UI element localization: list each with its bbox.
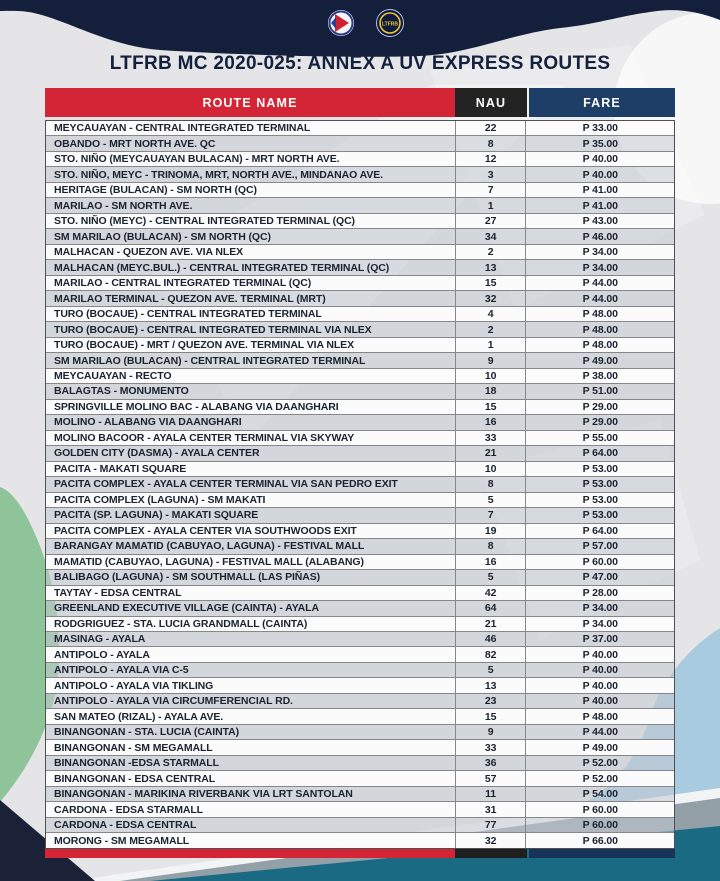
cell-route-name: SM MARILAO (BULACAN) - SM NORTH (QC) xyxy=(54,230,271,243)
cell-fare: P 57.00 xyxy=(582,540,618,553)
cell-route-name: MALHACAN (MEYC.BUL.) - CENTRAL INTEGRATED TERMINAL (QC) xyxy=(54,261,390,274)
cell-route-name: HERITAGE (BULACAN) - SM NORTH (QC) xyxy=(54,184,257,197)
cell-fare: P 60.00 xyxy=(582,819,618,832)
cell-route-name: PACITA (SP. LAGUNA) - MAKATI SQUARE xyxy=(54,509,259,522)
cell-route-name: BALIBAGO (LAGUNA) - SM SOUTHMALL (LAS PIÑAS) xyxy=(54,571,321,584)
table-row xyxy=(46,617,674,632)
cell-fare: P 44.00 xyxy=(582,726,618,739)
cell-fare: P 41.00 xyxy=(582,184,618,197)
cell-fare: P 34.00 xyxy=(582,602,618,615)
table-row xyxy=(46,183,674,198)
cell-route-name: MARILAO TERMINAL - QUEZON AVE. TERMINAL (MRT) xyxy=(54,292,326,305)
cell-route-name: MOLINO BACOOR - AYALA CENTER TERMINAL VIA SKYWAY xyxy=(54,431,355,444)
cell-fare: P 38.00 xyxy=(582,369,618,382)
table-row xyxy=(46,802,674,817)
cell-fare: P 40.00 xyxy=(582,168,618,181)
table-row xyxy=(46,198,674,213)
cell-fare: P 29.00 xyxy=(582,400,618,413)
cell-nau: 1 xyxy=(455,198,527,212)
cell-route-name: SM MARILAO (BULACAN) - CENTRAL INTEGRATED TERMINAL xyxy=(54,354,366,367)
cell-nau: 33 xyxy=(455,740,527,754)
column-header-nau: NAU xyxy=(455,88,527,117)
cell-nau: 7 xyxy=(455,508,527,522)
routes-table xyxy=(45,88,675,858)
table-row xyxy=(46,369,674,384)
cell-fare: P 40.00 xyxy=(582,648,618,661)
cell-fare: P 48.00 xyxy=(582,339,618,352)
cell-route-name: BARANGAY MAMATID (CABUYAO, LAGUNA) - FESTIVAL MALL xyxy=(54,540,365,553)
cell-fare: P 34.00 xyxy=(582,261,618,274)
cell-route-name: MORONG - SM MEGAMALL xyxy=(54,834,190,847)
cell-route-name: MARILAO - CENTRAL INTEGRATED TERMINAL (QC) xyxy=(54,277,312,290)
cell-route-name: BALAGTAS - MONUMENTO xyxy=(54,385,189,398)
table-row xyxy=(46,586,674,601)
cell-fare: P 41.00 xyxy=(582,199,618,212)
cell-nau: 27 xyxy=(455,214,527,228)
cell-nau: 4 xyxy=(455,307,527,321)
cell-route-name: GOLDEN CITY (DASMA) - AYALA CENTER xyxy=(54,447,260,460)
table-row xyxy=(46,338,674,353)
cell-fare: P 33.00 xyxy=(582,122,618,135)
table-row xyxy=(46,167,674,182)
table-row xyxy=(46,415,674,430)
column-header-route-name: ROUTE NAME xyxy=(45,88,455,117)
cell-fare: P 53.00 xyxy=(582,509,618,522)
cell-route-name: MALHACAN - QUEZON AVE. VIA NLEX xyxy=(54,246,244,259)
table-row xyxy=(46,555,674,570)
cell-route-name: MEYCAUAYAN - CENTRAL INTEGRATED TERMINAL xyxy=(54,122,311,135)
footer-bar-navy xyxy=(529,849,675,858)
table-row xyxy=(46,601,674,616)
cell-nau: 11 xyxy=(455,787,527,801)
cell-fare: P 52.00 xyxy=(582,772,618,785)
cell-fare: P 40.00 xyxy=(582,695,618,708)
cell-route-name: SPRINGVILLE MOLINO BAC - ALABANG VIA DAANGHARI xyxy=(54,400,339,413)
cell-nau: 9 xyxy=(455,725,527,739)
table-row xyxy=(46,632,674,647)
cell-nau: 16 xyxy=(455,555,527,569)
cell-nau: 13 xyxy=(455,260,527,274)
cell-nau: 22 xyxy=(455,121,527,135)
page-title: LTFRB MC 2020-025: ANNEX A UV EXPRESS ROUTES xyxy=(109,53,611,74)
table-row xyxy=(46,307,674,322)
cell-nau: 13 xyxy=(455,678,527,692)
cell-route-name: MOLINO - ALABANG VIA DAANGHARI xyxy=(54,416,242,429)
table-row xyxy=(46,678,674,693)
table-row xyxy=(46,756,674,771)
table-row xyxy=(46,477,674,492)
cell-fare: P 28.00 xyxy=(582,586,618,599)
cell-route-name: BINANGONAN - EDSA CENTRAL xyxy=(54,772,216,785)
cell-fare: P 29.00 xyxy=(582,416,618,429)
cell-fare: P 55.00 xyxy=(582,431,618,444)
table-body xyxy=(45,120,675,849)
cell-nau: 9 xyxy=(455,353,527,367)
cell-nau: 8 xyxy=(455,539,527,553)
cell-fare: P 51.00 xyxy=(582,385,618,398)
footer-bar-red xyxy=(45,849,455,858)
table-row xyxy=(46,570,674,585)
cell-route-name: MAMATID (CABUYAO, LAGUNA) - FESTIVAL MALL (ALABANG) xyxy=(54,555,364,568)
cell-fare: P 52.00 xyxy=(582,757,618,770)
table-row xyxy=(46,493,674,508)
column-header-fare: FARE xyxy=(529,88,675,117)
cell-fare: P 35.00 xyxy=(582,137,618,150)
cell-nau: 8 xyxy=(455,136,527,150)
table-row xyxy=(46,229,674,244)
cell-nau: 57 xyxy=(455,771,527,785)
table-row xyxy=(46,725,674,740)
table-row xyxy=(46,276,674,291)
cell-nau: 32 xyxy=(455,291,527,305)
footer-bar-black xyxy=(455,849,527,858)
cell-nau: 31 xyxy=(455,802,527,816)
cell-nau: 82 xyxy=(455,647,527,661)
cell-nau: 2 xyxy=(455,322,527,336)
cell-route-name: ANTIPOLO - AYALA VIA CIRCUMFERENCIAL RD. xyxy=(54,695,293,708)
table-row xyxy=(46,322,674,337)
cell-fare: P 53.00 xyxy=(582,462,618,475)
header-seals xyxy=(0,0,720,50)
cell-route-name: TURO (BOCAUE) - CENTRAL INTEGRATED TERMINAL VIA NLEX xyxy=(54,323,372,336)
table-row xyxy=(46,539,674,554)
cell-fare: P 60.00 xyxy=(582,555,618,568)
table-row xyxy=(46,214,674,229)
cell-nau: 15 xyxy=(455,400,527,414)
cell-nau: 33 xyxy=(455,431,527,445)
cell-fare: P 44.00 xyxy=(582,292,618,305)
cell-fare: P 54.00 xyxy=(582,788,618,801)
cell-route-name: STO. NIÑO (MEYCAUAYAN BULACAN) - MRT NORTH AVE. xyxy=(54,153,340,166)
cell-fare: P 66.00 xyxy=(582,834,618,847)
table-row xyxy=(46,400,674,415)
cell-nau: 15 xyxy=(455,276,527,290)
table-row xyxy=(46,260,674,275)
table-row xyxy=(46,462,674,477)
cell-route-name: OBANDO - MRT NORTH AVE. QC xyxy=(54,137,216,150)
cell-route-name: BINANGONAN - SM MEGAMALL xyxy=(54,741,213,754)
cell-fare: P 53.00 xyxy=(582,493,618,506)
cell-nau: 5 xyxy=(455,493,527,507)
cell-route-name: SAN MATEO (RIZAL) - AYALA AVE. xyxy=(54,710,224,723)
cell-nau: 18 xyxy=(455,384,527,398)
cell-route-name: TURO (BOCAUE) - CENTRAL INTEGRATED TERMINAL xyxy=(54,308,322,321)
cell-nau: 32 xyxy=(455,833,527,847)
cell-nau: 12 xyxy=(455,152,527,166)
table-row xyxy=(46,771,674,786)
table-row xyxy=(46,431,674,446)
cell-route-name: TURO (BOCAUE) - MRT / QUEZON AVE. TERMINAL VIA NLEX xyxy=(54,339,354,352)
cell-nau: 16 xyxy=(455,415,527,429)
table-row xyxy=(46,136,674,151)
cell-nau: 10 xyxy=(455,369,527,383)
ltfrb-seal-text: LTFRB xyxy=(381,21,399,28)
cell-route-name: GREENLAND EXECUTIVE VILLAGE (CAINTA) - AYALA xyxy=(54,602,319,615)
cell-fare: P 49.00 xyxy=(582,741,618,754)
cell-nau: 5 xyxy=(455,663,527,677)
cell-route-name: STO. NIÑO, MEYC - TRINOMA, MRT, NORTH AVE., MINDANAO AVE. xyxy=(54,168,383,181)
cell-fare: P 60.00 xyxy=(582,803,618,816)
cell-fare: P 53.00 xyxy=(582,478,618,491)
cell-route-name: PACITA COMPLEX - AYALA CENTER VIA SOUTHWOODS EXIT xyxy=(54,524,357,537)
cell-route-name: ANTIPOLO - AYALA xyxy=(54,648,150,661)
cell-fare: P 37.00 xyxy=(582,633,618,646)
table-row xyxy=(46,245,674,260)
table-row xyxy=(46,152,674,167)
table-row xyxy=(46,818,674,833)
cell-route-name: ANTIPOLO - AYALA VIA C-5 xyxy=(54,664,189,677)
cell-nau: 15 xyxy=(455,709,527,723)
cell-route-name: TAYTAY - EDSA CENTRAL xyxy=(54,586,182,599)
table-row xyxy=(46,508,674,523)
cell-nau: 3 xyxy=(455,167,527,181)
cell-nau: 21 xyxy=(455,446,527,460)
cell-nau: 2 xyxy=(455,245,527,259)
table-row xyxy=(46,446,674,461)
cell-nau: 8 xyxy=(455,477,527,491)
cell-nau: 46 xyxy=(455,632,527,646)
cell-fare: P 49.00 xyxy=(582,354,618,367)
table-footer-bar xyxy=(45,849,675,858)
cell-nau: 42 xyxy=(455,586,527,600)
cell-route-name: PACITA COMPLEX (LAGUNA) - SM MAKATI xyxy=(54,493,266,506)
table-header-row xyxy=(45,88,675,117)
cell-fare: P 40.00 xyxy=(582,153,618,166)
cell-nau: 1 xyxy=(455,338,527,352)
cell-fare: P 48.00 xyxy=(582,323,618,336)
cell-fare: P 48.00 xyxy=(582,308,618,321)
cell-fare: P 40.00 xyxy=(582,664,618,677)
cell-nau: 23 xyxy=(455,694,527,708)
table-row xyxy=(46,694,674,709)
cell-fare: P 34.00 xyxy=(582,246,618,259)
cell-fare: P 64.00 xyxy=(582,447,618,460)
cell-fare: P 48.00 xyxy=(582,710,618,723)
cell-route-name: MEYCAUAYAN - RECTO xyxy=(54,369,172,382)
cell-route-name: ANTIPOLO - AYALA VIA TIKLING xyxy=(54,679,214,692)
cell-fare: P 34.00 xyxy=(582,617,618,630)
table-row xyxy=(46,787,674,802)
cell-fare: P 47.00 xyxy=(582,571,618,584)
cell-nau: 77 xyxy=(455,818,527,832)
table-row xyxy=(46,384,674,399)
table-row xyxy=(46,121,674,136)
cell-nau: 34 xyxy=(455,229,527,243)
cell-fare: P 64.00 xyxy=(582,524,618,537)
cell-nau: 7 xyxy=(455,183,527,197)
cell-nau: 36 xyxy=(455,756,527,770)
table-row xyxy=(46,833,674,847)
cell-nau: 19 xyxy=(455,524,527,538)
dotr-seal-icon xyxy=(328,10,354,36)
cell-fare: P 43.00 xyxy=(582,215,618,228)
cell-route-name: CARDONA - EDSA CENTRAL xyxy=(54,819,197,832)
cell-route-name: BINANGONAN - MARIKINA RIVERBANK VIA LRT SANTOLAN xyxy=(54,788,353,801)
cell-nau: 64 xyxy=(455,601,527,615)
table-row xyxy=(46,291,674,306)
table-row xyxy=(46,353,674,368)
cell-nau: 10 xyxy=(455,462,527,476)
cell-fare: P 46.00 xyxy=(582,230,618,243)
cell-nau: 5 xyxy=(455,570,527,584)
cell-route-name: CARDONA - EDSA STARMALL xyxy=(54,803,203,816)
cell-route-name: PACITA COMPLEX - AYALA CENTER TERMINAL VIA SAN PEDRO EXIT xyxy=(54,478,398,491)
cell-route-name: STO. NIÑO (MEYC) - CENTRAL INTEGRATED TERMINAL (QC) xyxy=(54,215,355,228)
cell-fare: P 44.00 xyxy=(582,277,618,290)
cell-route-name: MASINAG - AYALA xyxy=(54,633,146,646)
cell-route-name: RODGRIGUEZ - STA. LUCIA GRANDMALL (CAINTA) xyxy=(54,617,308,630)
table-row xyxy=(46,740,674,755)
table-row xyxy=(46,524,674,539)
cell-route-name: BINANGONAN -EDSA STARMALL xyxy=(54,757,219,770)
cell-route-name: PACITA - MAKATI SQUARE xyxy=(54,462,187,475)
table-row xyxy=(46,663,674,678)
cell-route-name: MARILAO - SM NORTH AVE. xyxy=(54,199,193,212)
cell-route-name: BINANGONAN - STA. LUCIA (CAINTA) xyxy=(54,726,240,739)
ltfrb-seal-icon xyxy=(377,10,404,37)
table-row xyxy=(46,647,674,662)
cell-nau: 21 xyxy=(455,617,527,631)
cell-fare: P 40.00 xyxy=(582,679,618,692)
table-row xyxy=(46,709,674,724)
